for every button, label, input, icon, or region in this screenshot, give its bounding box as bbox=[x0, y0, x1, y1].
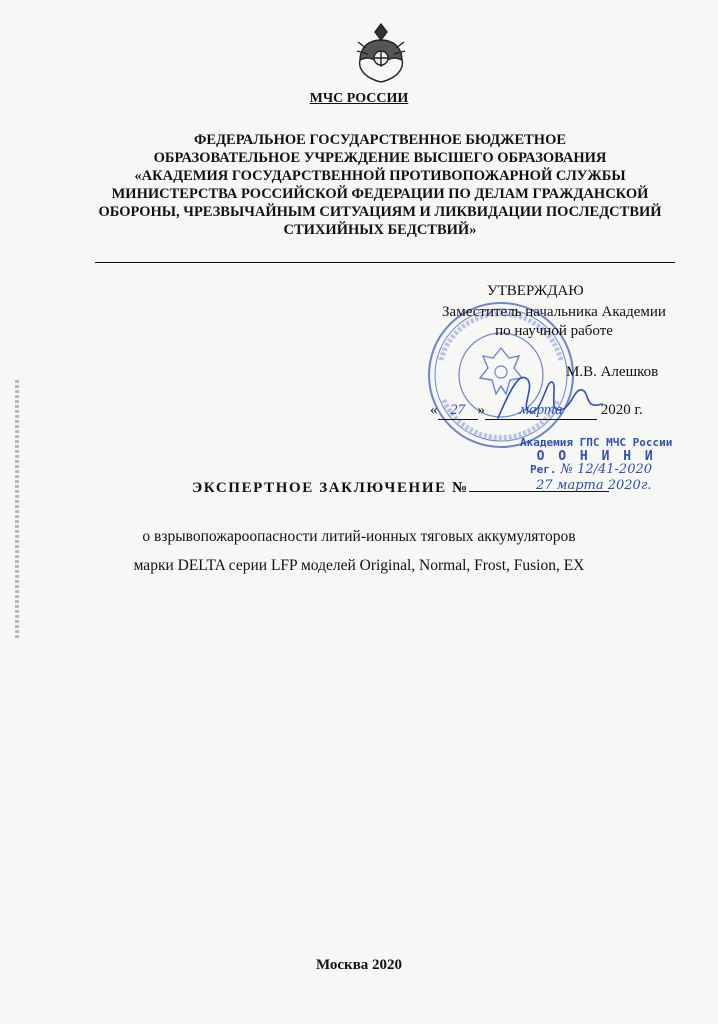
document-subject bbox=[0, 522, 718, 580]
organization-line: ОБОРОНЫ, ЧРЕЗВЫЧАЙНЫМ СИТУАЦИЯМ И ЛИКВИДАЦИИ ПОСЛЕДСТВИЙ bbox=[98, 204, 662, 220]
binding-thread bbox=[12, 380, 22, 640]
header-divider bbox=[95, 262, 675, 263]
organization-line: ОБРАЗОВАТЕЛЬНОЕ УЧРЕЖДЕНИЕ ВЫСШЕГО ОБРАЗОВАНИЯ bbox=[153, 150, 607, 166]
approver-name: М.В. Алешков bbox=[566, 364, 659, 380]
registration-stamp-dept: О О Н И Н И bbox=[536, 449, 656, 464]
date-year: 2020 г. bbox=[600, 402, 643, 418]
date-close-quote: » bbox=[477, 402, 485, 418]
organization-line: «АКАДЕМИЯ ГОСУДАРСТВЕННОЙ ПРОТИВОПОЖАРНОЙ СЛУЖБЫ bbox=[134, 168, 626, 184]
subject-line1: о взрывопожароопасности литий-ионных тяговых аккумуляторов bbox=[142, 528, 576, 545]
organization-line: СТИХИЙНЫХ БЕДСТВИЙ» bbox=[283, 222, 477, 238]
approval-position-line2: по научной работе bbox=[495, 323, 613, 339]
place-and-year: Москва 2020 bbox=[315, 957, 403, 973]
registration-entry bbox=[530, 462, 652, 477]
organization-name bbox=[80, 131, 680, 239]
date-day-handwritten: 27 bbox=[438, 402, 478, 420]
registration-number-handwritten: № 12/41-2020 bbox=[560, 462, 653, 477]
organization-line: ФЕДЕРАЛЬНОЕ ГОСУДАРСТВЕННОЕ БЮДЖЕТНОЕ bbox=[193, 132, 567, 148]
date-month-handwritten: марта bbox=[485, 402, 597, 420]
organization-line: МИНИСТЕРСТВА РОССИЙСКОЙ ФЕДЕРАЦИИ ПО ДЕЛАМ ГРАЖДАНСКОЙ bbox=[111, 186, 649, 202]
approval-title: УТВЕРЖДАЮ bbox=[487, 283, 584, 299]
ministry-name: МЧС РОССИИ bbox=[309, 91, 409, 106]
registration-stamp-org: Академия ГПС МЧС России bbox=[520, 436, 673, 449]
registration-label: Рег. bbox=[530, 463, 557, 476]
registration-stamp bbox=[520, 436, 672, 464]
registration-date-handwritten: 27 марта 2020г. bbox=[536, 478, 652, 493]
emercom-emblem-icon bbox=[354, 18, 408, 86]
approval-position-line1: Заместитель начальника Академии bbox=[442, 304, 666, 320]
date-open-quote: « bbox=[430, 402, 438, 418]
document-title-text: ЭКСПЕРТНОЕ ЗАКЛЮЧЕНИЕ № bbox=[192, 480, 469, 496]
subject-line2: марки DELTA серии LFP моделей Original, Normal, Frost, Fusion, EX bbox=[133, 557, 585, 574]
approval-position bbox=[420, 303, 688, 341]
approval-date bbox=[430, 402, 643, 420]
